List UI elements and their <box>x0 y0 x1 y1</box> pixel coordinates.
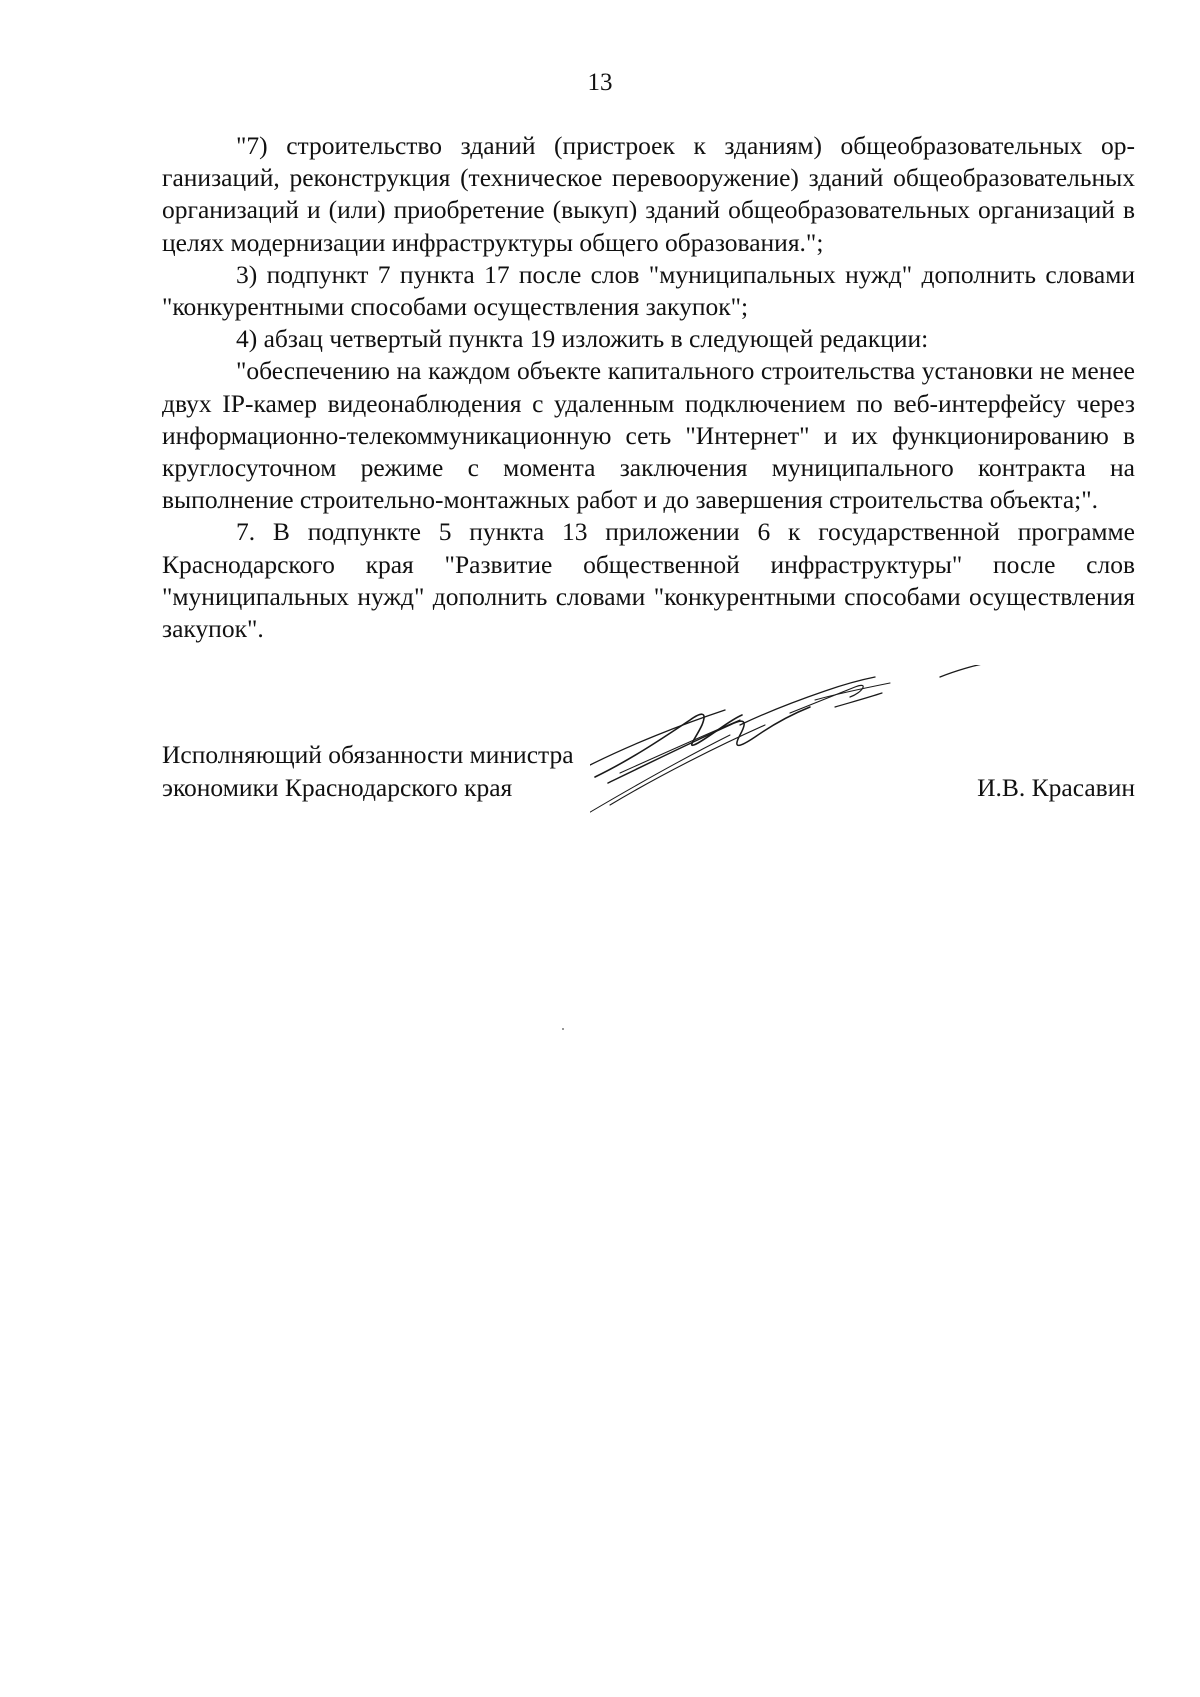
paragraph-ip-cameras: "обеспечению на каждом объекте капитального строительства установки не менее двух IP-камер видеонаблюдения с удаленным подключением по веб-интерфейсу через информационно-телекоммуникационную сеть "Интернет" и их функционированию в круглосуточном режиме с момента заключения муниципального контракта на выполнение строительно-монтажных работ и до завершения строительства объекта;". <box>162 356 1135 515</box>
signatory-position-line1: Исполняющий обязанности министра <box>162 740 574 769</box>
signatory-position <box>162 738 574 804</box>
signatory-position-line2: экономики Краснодарского края <box>162 773 513 802</box>
paragraph-point-7: 7. В подпункте 5 пункта 13 приложении 6 к государственной программе Краснодарского края "Развитие общественной инфраструктуры" после слов "муниципальных нужд" дополнить словами "конкурентными способами осуществления закупок". <box>162 517 1135 644</box>
page-number: 13 <box>587 69 613 96</box>
handwritten-signature <box>590 665 1050 905</box>
paragraph-subitem-3: 3) подпункт 7 пункта 17 после слов "муниципальных нужд" дополнить словами "конкурентными способами осуществления закупок"; <box>162 259 1135 322</box>
document-body <box>162 130 1135 645</box>
signatory-name: И.В. Красавин <box>977 773 1135 802</box>
stray-dot <box>562 1028 564 1030</box>
paragraph-item-7-construction: "7) строительство зданий (пристроек к зданиям) общеобразовательных организаций, реконструкция (техническое перевооружение) зданий общеобразовательных организаций и (или) приобретение (выкуп) зданий общеобразовательных организаций в целях модернизации инфраструктуры общего образования."; <box>162 131 1135 257</box>
paragraph-subitem-4: 4) абзац четвертый пункта 19 изложить в следующей редакции: <box>236 324 929 354</box>
